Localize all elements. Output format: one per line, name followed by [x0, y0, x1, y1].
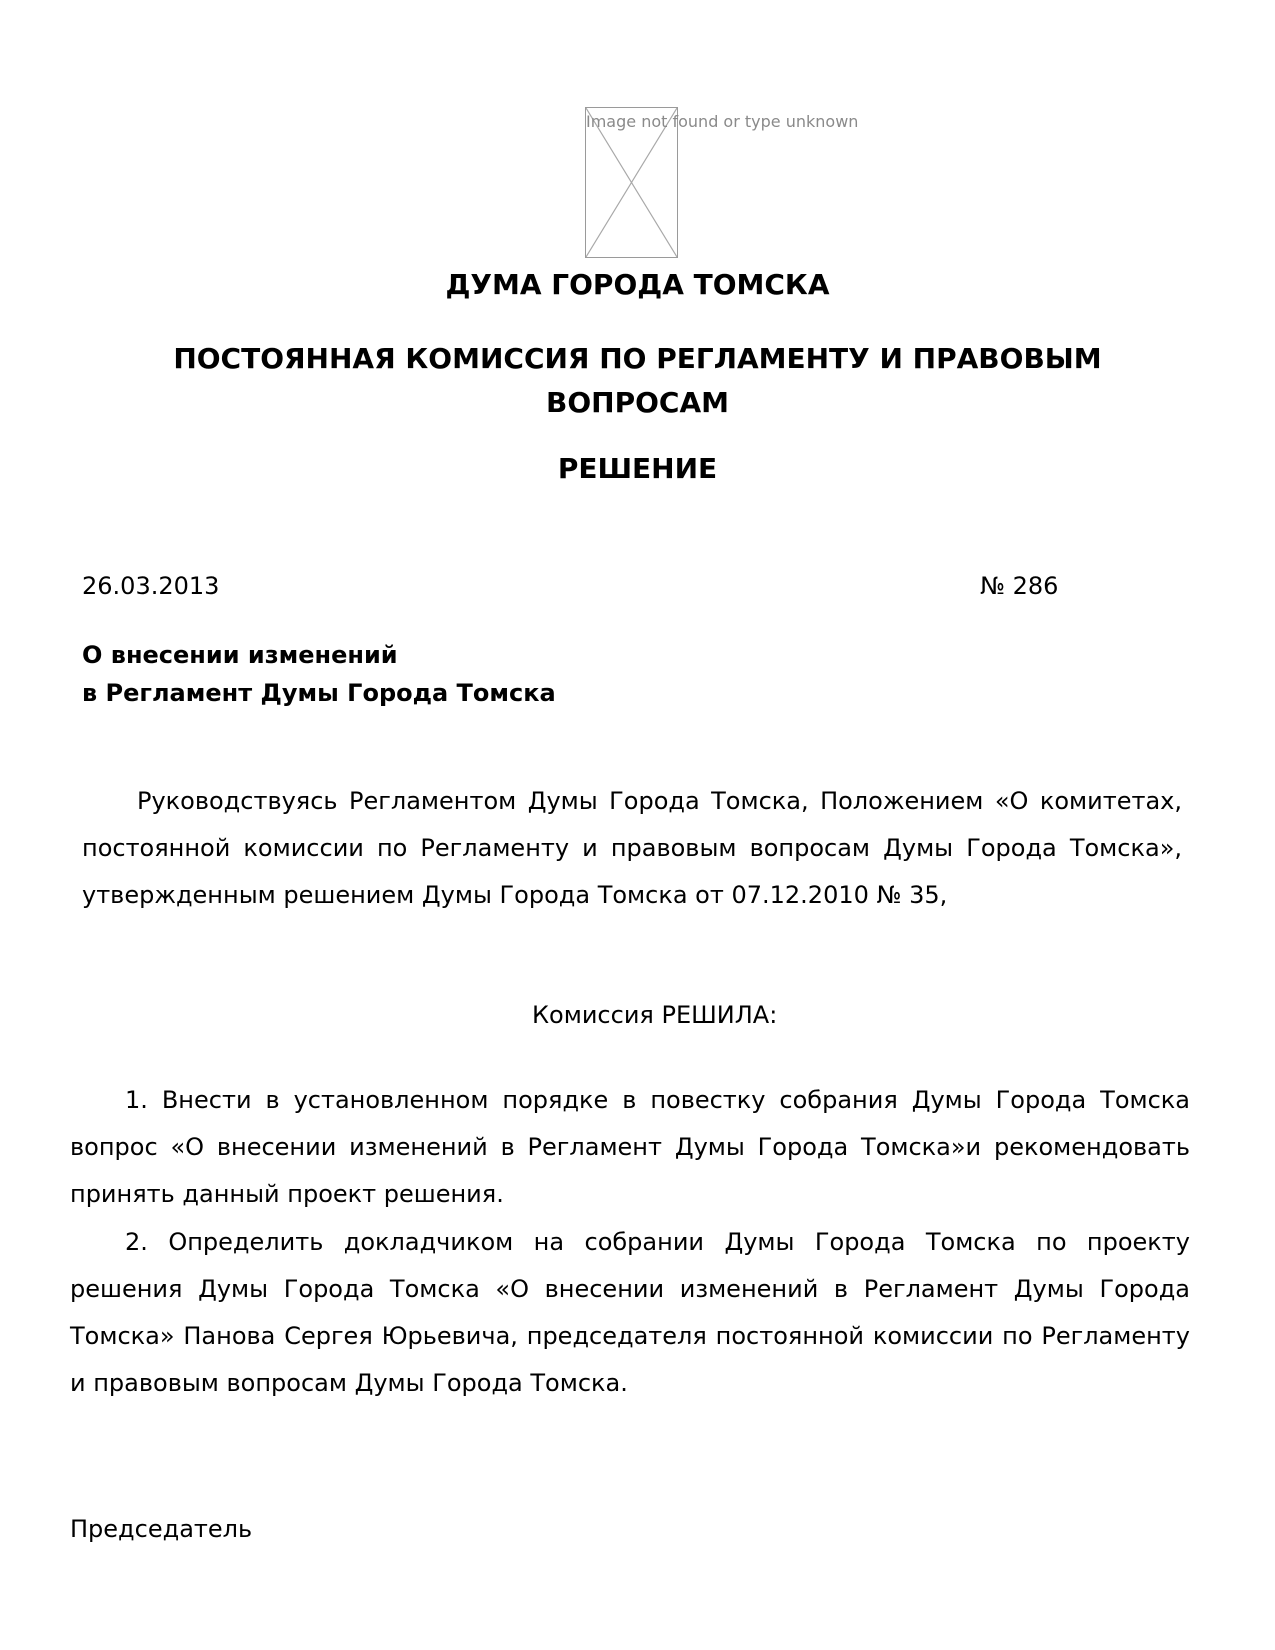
decision-date: 26.03.2013	[82, 572, 220, 600]
decision-number: № 286	[980, 572, 1059, 600]
organization-title: ДУМА ГОРОДА ТОМСКА	[445, 268, 830, 301]
commission-title: ПОСТОЯННАЯ КОМИССИЯ ПО РЕГЛАМЕНТУ И ПРАВОВЫМ ВОПРОСАМ	[173, 342, 1102, 419]
decision-subject	[82, 636, 556, 712]
signature-title: Председатель	[70, 1515, 253, 1543]
subject-line-2: в Регламент Думы Города Томска	[82, 679, 556, 707]
subject-line-1: О внесении изменений	[82, 641, 398, 669]
preamble-paragraph: Руководствуясь Регламентом Думы Города Томска, Положением «О комитетах, постоянной комиссии по Регламенту и правовым вопросам Думы Города Томска», утвержденным решением Думы Города Томска от 07.12.2010 № 35,	[82, 787, 1182, 909]
image-alt-text: Image not found or type unknown	[586, 112, 859, 131]
document-type-title: РЕШЕНИЕ	[557, 452, 718, 485]
resolution-item-2: 2. Определить докладчиком на собрании Думы Города Томска по проекту решения Думы Города Томска «О внесении изменений в Регламент Думы Города Томска» Панова Сергея Юрьевича, председателя постоянной комиссии по Регламенту и правовым вопросам Думы Города Томска.	[70, 1228, 1190, 1397]
resolved-heading: Комиссия РЕШИЛА:	[532, 1001, 778, 1029]
resolution-item-1: 1. Внести в установленном порядке в повестку собрания Думы Города Томска вопрос «О внесении изменений в Регламент Думы Города Томска»и рекомендовать принять данный проект решения.	[70, 1086, 1190, 1208]
